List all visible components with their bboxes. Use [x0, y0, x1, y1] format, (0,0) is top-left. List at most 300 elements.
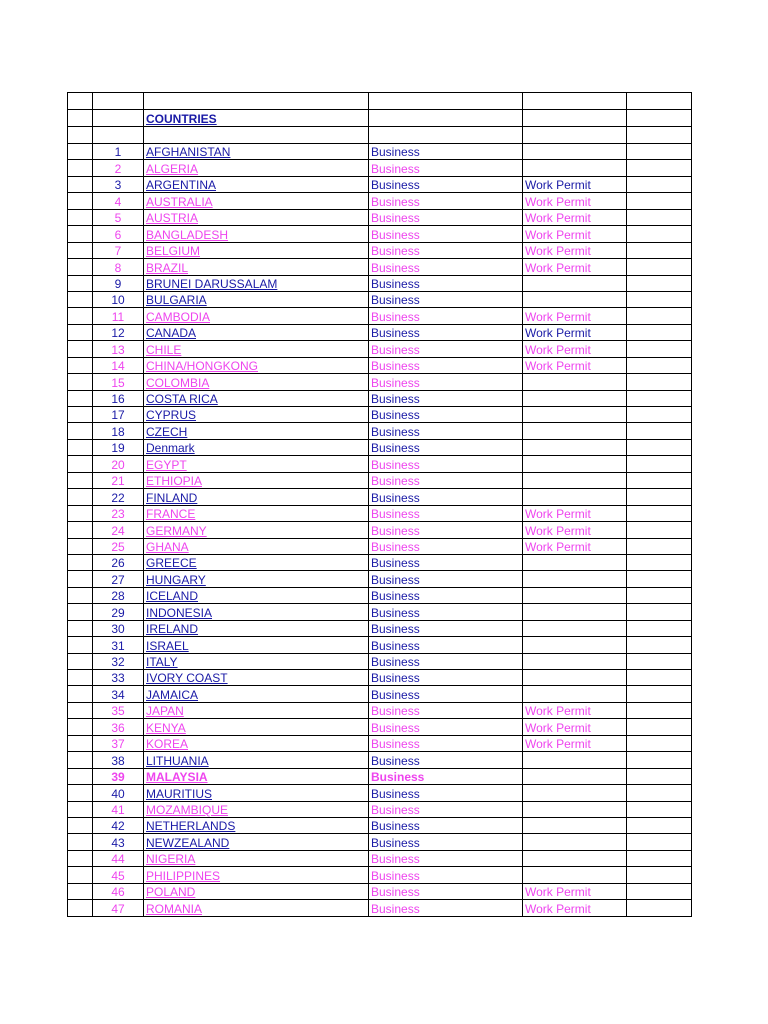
- row-number-cell[interactable]: [93, 719, 144, 735]
- row-blank-cell[interactable]: [68, 867, 93, 883]
- row-blank-cell[interactable]: [68, 357, 93, 373]
- row-extra-cell[interactable]: [627, 653, 692, 669]
- row-extra-cell[interactable]: [627, 752, 692, 768]
- row-extra-cell[interactable]: [627, 423, 692, 439]
- work-permit-cell[interactable]: [523, 242, 627, 258]
- country-link-cell[interactable]: [144, 242, 369, 258]
- cell[interactable]: [627, 110, 692, 127]
- row-extra-cell[interactable]: [627, 554, 692, 570]
- work-permit-cell[interactable]: [523, 275, 627, 291]
- country-link-cell[interactable]: [144, 637, 369, 653]
- work-permit-cell[interactable]: [523, 374, 627, 390]
- work-permit-cell[interactable]: [523, 883, 627, 899]
- work-permit-cell[interactable]: [523, 653, 627, 669]
- row-number-cell[interactable]: [93, 324, 144, 340]
- country-link-cell[interactable]: [144, 341, 369, 357]
- cell[interactable]: [68, 127, 93, 144]
- row-number-cell[interactable]: [93, 817, 144, 833]
- row-extra-cell[interactable]: [627, 587, 692, 603]
- row-blank-cell[interactable]: [68, 193, 93, 209]
- country-link-cell-text[interactable]: PHILIPPINES: [146, 868, 221, 883]
- country-link-cell[interactable]: [144, 752, 369, 768]
- visa-type-cell[interactable]: [369, 407, 523, 423]
- work-permit-cell[interactable]: [523, 686, 627, 702]
- row-blank-cell[interactable]: [68, 489, 93, 505]
- country-link-cell-text[interactable]: FRANCE: [146, 507, 196, 522]
- row-number-cell[interactable]: [93, 883, 144, 899]
- work-permit-cell[interactable]: [523, 407, 627, 423]
- visa-type-cell[interactable]: [369, 472, 523, 488]
- row-extra-cell[interactable]: [627, 209, 692, 225]
- country-link-cell[interactable]: [144, 554, 369, 570]
- row-blank-cell[interactable]: [68, 144, 93, 160]
- row-number-cell[interactable]: [93, 637, 144, 653]
- country-link-cell[interactable]: [144, 176, 369, 192]
- country-link-cell[interactable]: [144, 785, 369, 801]
- country-link-cell-text[interactable]: CANADA: [146, 326, 197, 341]
- row-blank-cell[interactable]: [68, 390, 93, 406]
- country-link-cell[interactable]: [144, 571, 369, 587]
- row-extra-cell[interactable]: [627, 801, 692, 817]
- row-number-cell[interactable]: [93, 785, 144, 801]
- country-link-cell-text[interactable]: FINLAND: [146, 490, 198, 505]
- row-number-cell[interactable]: [93, 620, 144, 636]
- visa-type-cell[interactable]: [369, 571, 523, 587]
- row-extra-cell[interactable]: [627, 637, 692, 653]
- row-blank-cell[interactable]: [68, 785, 93, 801]
- work-permit-cell[interactable]: [523, 587, 627, 603]
- country-link-cell[interactable]: [144, 439, 369, 455]
- country-link-cell[interactable]: [144, 324, 369, 340]
- row-extra-cell[interactable]: [627, 275, 692, 291]
- row-blank-cell[interactable]: [68, 571, 93, 587]
- work-permit-cell[interactable]: [523, 637, 627, 653]
- work-permit-cell[interactable]: [523, 604, 627, 620]
- row-number-cell[interactable]: [93, 209, 144, 225]
- work-permit-cell[interactable]: [523, 785, 627, 801]
- work-permit-cell[interactable]: [523, 439, 627, 455]
- work-permit-cell[interactable]: [523, 554, 627, 570]
- row-blank-cell[interactable]: [68, 538, 93, 554]
- visa-type-cell[interactable]: [369, 702, 523, 718]
- row-extra-cell[interactable]: [627, 850, 692, 866]
- row-number-cell[interactable]: [93, 472, 144, 488]
- work-permit-cell[interactable]: [523, 817, 627, 833]
- visa-type-cell[interactable]: [369, 785, 523, 801]
- country-link-cell[interactable]: [144, 850, 369, 866]
- row-blank-cell[interactable]: [68, 719, 93, 735]
- cell[interactable]: [93, 110, 144, 127]
- country-link-cell-text[interactable]: Denmark: [146, 441, 195, 456]
- work-permit-cell[interactable]: [523, 160, 627, 176]
- row-blank-cell[interactable]: [68, 883, 93, 899]
- country-link-cell-text[interactable]: ARGENTINA: [146, 178, 217, 193]
- row-blank-cell[interactable]: [68, 324, 93, 340]
- work-permit-cell[interactable]: [523, 176, 627, 192]
- work-permit-cell[interactable]: [523, 670, 627, 686]
- row-blank-cell[interactable]: [68, 702, 93, 718]
- row-extra-cell[interactable]: [627, 357, 692, 373]
- row-extra-cell[interactable]: [627, 160, 692, 176]
- row-number-cell[interactable]: [93, 834, 144, 850]
- work-permit-cell[interactable]: [523, 357, 627, 373]
- row-number-cell[interactable]: [93, 752, 144, 768]
- row-number-cell[interactable]: [93, 144, 144, 160]
- work-permit-cell[interactable]: [523, 768, 627, 784]
- cell[interactable]: [369, 93, 523, 110]
- row-blank-cell[interactable]: [68, 620, 93, 636]
- row-extra-cell[interactable]: [627, 522, 692, 538]
- row-extra-cell[interactable]: [627, 620, 692, 636]
- visa-type-cell[interactable]: [369, 670, 523, 686]
- cell[interactable]: [369, 127, 523, 144]
- row-blank-cell[interactable]: [68, 554, 93, 570]
- country-link-cell[interactable]: [144, 620, 369, 636]
- row-number-cell[interactable]: [93, 571, 144, 587]
- row-number-cell[interactable]: [93, 538, 144, 554]
- row-number-cell[interactable]: [93, 505, 144, 521]
- country-link-cell-text[interactable]: LITHUANIA: [146, 753, 209, 768]
- row-extra-cell[interactable]: [627, 472, 692, 488]
- cell[interactable]: [68, 93, 93, 110]
- row-number-cell[interactable]: [93, 702, 144, 718]
- country-link-cell[interactable]: [144, 489, 369, 505]
- row-blank-cell[interactable]: [68, 308, 93, 324]
- row-blank-cell[interactable]: [68, 291, 93, 307]
- country-link-cell-text[interactable]: HUNGARY: [146, 572, 206, 587]
- row-extra-cell[interactable]: [627, 308, 692, 324]
- visa-type-cell[interactable]: [369, 522, 523, 538]
- country-link-cell-text[interactable]: JAMAICA: [146, 687, 199, 702]
- work-permit-cell[interactable]: [523, 209, 627, 225]
- work-permit-cell[interactable]: [523, 291, 627, 307]
- country-link-cell[interactable]: [144, 801, 369, 817]
- country-link-cell[interactable]: [144, 883, 369, 899]
- row-extra-cell[interactable]: [627, 817, 692, 833]
- country-link-cell-text[interactable]: BRUNEI DARUSSALAM: [146, 276, 278, 291]
- country-link-cell-text[interactable]: CYPRUS: [146, 408, 197, 423]
- country-link-cell[interactable]: [144, 374, 369, 390]
- work-permit-cell[interactable]: [523, 259, 627, 275]
- cell[interactable]: [93, 93, 144, 110]
- country-link-cell[interactable]: [144, 275, 369, 291]
- visa-type-cell[interactable]: [369, 423, 523, 439]
- row-number-cell[interactable]: [93, 308, 144, 324]
- cell[interactable]: [523, 93, 627, 110]
- row-number-cell[interactable]: [93, 176, 144, 192]
- row-number-cell[interactable]: [93, 587, 144, 603]
- country-link-cell-text[interactable]: MOZAMBIQUE: [146, 802, 229, 817]
- visa-type-cell[interactable]: [369, 554, 523, 570]
- row-blank-cell[interactable]: [68, 407, 93, 423]
- visa-type-cell[interactable]: [369, 834, 523, 850]
- country-link-cell[interactable]: [144, 423, 369, 439]
- country-link-cell[interactable]: [144, 538, 369, 554]
- row-extra-cell[interactable]: [627, 686, 692, 702]
- visa-type-cell[interactable]: [369, 357, 523, 373]
- work-permit-cell[interactable]: [523, 752, 627, 768]
- work-permit-cell[interactable]: [523, 308, 627, 324]
- cell[interactable]: [523, 110, 627, 127]
- row-extra-cell[interactable]: [627, 291, 692, 307]
- country-link-cell-text[interactable]: ICELAND: [146, 589, 199, 604]
- work-permit-cell[interactable]: [523, 193, 627, 209]
- country-link-cell-text[interactable]: IVORY COAST: [146, 671, 228, 686]
- work-permit-cell[interactable]: [523, 850, 627, 866]
- cell[interactable]: [144, 127, 369, 144]
- row-extra-cell[interactable]: [627, 883, 692, 899]
- country-link-cell[interactable]: [144, 768, 369, 784]
- country-link-cell[interactable]: [144, 259, 369, 275]
- country-link-cell[interactable]: [144, 357, 369, 373]
- country-link-cell-text[interactable]: KOREA: [146, 737, 189, 752]
- row-number-cell[interactable]: [93, 686, 144, 702]
- row-blank-cell[interactable]: [68, 341, 93, 357]
- country-link-cell-text[interactable]: NEWZEALAND: [146, 835, 230, 850]
- row-blank-cell[interactable]: [68, 653, 93, 669]
- row-blank-cell[interactable]: [68, 637, 93, 653]
- row-number-cell[interactable]: [93, 735, 144, 751]
- visa-type-cell[interactable]: [369, 637, 523, 653]
- row-extra-cell[interactable]: [627, 456, 692, 472]
- visa-type-cell[interactable]: [369, 144, 523, 160]
- country-link-cell[interactable]: [144, 653, 369, 669]
- country-link-cell-text[interactable]: NIGERIA: [146, 852, 196, 867]
- visa-type-cell[interactable]: [369, 867, 523, 883]
- row-blank-cell[interactable]: [68, 686, 93, 702]
- row-extra-cell[interactable]: [627, 489, 692, 505]
- row-extra-cell[interactable]: [627, 834, 692, 850]
- country-link-cell-text[interactable]: POLAND: [146, 885, 196, 900]
- visa-type-cell[interactable]: [369, 160, 523, 176]
- country-link-cell-text[interactable]: AFGHANISTAN: [146, 145, 231, 160]
- country-link-cell-text[interactable]: ROMANIA: [146, 901, 203, 916]
- row-extra-cell[interactable]: [627, 242, 692, 258]
- work-permit-cell[interactable]: [523, 719, 627, 735]
- row-extra-cell[interactable]: [627, 735, 692, 751]
- country-link-cell[interactable]: [144, 834, 369, 850]
- visa-type-cell[interactable]: [369, 752, 523, 768]
- row-blank-cell[interactable]: [68, 735, 93, 751]
- row-number-cell[interactable]: [93, 341, 144, 357]
- row-blank-cell[interactable]: [68, 259, 93, 275]
- country-link-cell-text[interactable]: CHINA/HONGKONG: [146, 359, 259, 374]
- visa-type-cell[interactable]: [369, 850, 523, 866]
- country-link-cell[interactable]: [144, 719, 369, 735]
- visa-type-cell[interactable]: [369, 242, 523, 258]
- work-permit-cell[interactable]: [523, 423, 627, 439]
- row-blank-cell[interactable]: [68, 817, 93, 833]
- country-link-cell[interactable]: [144, 522, 369, 538]
- cell[interactable]: [93, 127, 144, 144]
- row-extra-cell[interactable]: [627, 505, 692, 521]
- visa-type-cell[interactable]: [369, 587, 523, 603]
- row-number-cell[interactable]: [93, 160, 144, 176]
- visa-type-cell[interactable]: [369, 489, 523, 505]
- row-extra-cell[interactable]: [627, 226, 692, 242]
- country-link-cell-text[interactable]: INDONESIA: [146, 605, 213, 620]
- row-number-cell[interactable]: [93, 522, 144, 538]
- row-number-cell[interactable]: [93, 456, 144, 472]
- row-number-cell[interactable]: [93, 291, 144, 307]
- cell[interactable]: [68, 110, 93, 127]
- work-permit-cell[interactable]: [523, 324, 627, 340]
- work-permit-cell[interactable]: [523, 341, 627, 357]
- row-extra-cell[interactable]: [627, 407, 692, 423]
- visa-type-cell[interactable]: [369, 176, 523, 192]
- country-link-cell[interactable]: [144, 160, 369, 176]
- row-number-cell[interactable]: [93, 423, 144, 439]
- country-link-cell[interactable]: [144, 505, 369, 521]
- row-extra-cell[interactable]: [627, 439, 692, 455]
- row-extra-cell[interactable]: [627, 900, 692, 916]
- row-number-cell[interactable]: [93, 390, 144, 406]
- row-number-cell[interactable]: [93, 900, 144, 916]
- work-permit-cell[interactable]: [523, 801, 627, 817]
- row-extra-cell[interactable]: [627, 867, 692, 883]
- country-link-cell[interactable]: [144, 308, 369, 324]
- row-extra-cell[interactable]: [627, 341, 692, 357]
- visa-type-cell[interactable]: [369, 620, 523, 636]
- row-number-cell[interactable]: [93, 439, 144, 455]
- country-link-cell[interactable]: [144, 226, 369, 242]
- visa-type-cell[interactable]: [369, 308, 523, 324]
- row-extra-cell[interactable]: [627, 702, 692, 718]
- visa-type-cell[interactable]: [369, 719, 523, 735]
- row-blank-cell[interactable]: [68, 604, 93, 620]
- row-extra-cell[interactable]: [627, 538, 692, 554]
- visa-type-cell[interactable]: [369, 883, 523, 899]
- visa-type-cell[interactable]: [369, 275, 523, 291]
- work-permit-cell[interactable]: [523, 620, 627, 636]
- cell[interactable]: [144, 93, 369, 110]
- country-link-cell[interactable]: [144, 670, 369, 686]
- visa-type-cell[interactable]: [369, 735, 523, 751]
- country-link-cell-text[interactable]: NETHERLANDS: [146, 819, 236, 834]
- row-blank-cell[interactable]: [68, 176, 93, 192]
- country-link-cell[interactable]: [144, 900, 369, 916]
- country-link-cell-text[interactable]: CHILE: [146, 342, 182, 357]
- row-extra-cell[interactable]: [627, 193, 692, 209]
- visa-type-cell[interactable]: [369, 456, 523, 472]
- country-link-cell-text[interactable]: BULGARIA: [146, 293, 207, 308]
- row-blank-cell[interactable]: [68, 505, 93, 521]
- work-permit-cell[interactable]: [523, 390, 627, 406]
- row-blank-cell[interactable]: [68, 423, 93, 439]
- row-number-cell[interactable]: [93, 850, 144, 866]
- row-number-cell[interactable]: [93, 275, 144, 291]
- work-permit-cell[interactable]: [523, 834, 627, 850]
- visa-type-cell[interactable]: [369, 374, 523, 390]
- row-number-cell[interactable]: [93, 670, 144, 686]
- visa-type-cell[interactable]: [369, 226, 523, 242]
- row-blank-cell[interactable]: [68, 374, 93, 390]
- visa-type-cell[interactable]: [369, 291, 523, 307]
- country-link-cell-text[interactable]: IRELAND: [146, 622, 199, 637]
- row-number-cell[interactable]: [93, 604, 144, 620]
- row-blank-cell[interactable]: [68, 275, 93, 291]
- country-link-cell[interactable]: [144, 193, 369, 209]
- work-permit-cell[interactable]: [523, 735, 627, 751]
- country-link-cell-text[interactable]: ETHIOPIA: [146, 474, 203, 489]
- cell[interactable]: [523, 127, 627, 144]
- row-number-cell[interactable]: [93, 242, 144, 258]
- row-extra-cell[interactable]: [627, 324, 692, 340]
- row-number-cell[interactable]: [93, 768, 144, 784]
- country-link-cell-text[interactable]: JAPAN: [146, 704, 184, 719]
- country-link-cell[interactable]: [144, 291, 369, 307]
- row-blank-cell[interactable]: [68, 900, 93, 916]
- country-link-cell-text[interactable]: COLOMBIA: [146, 375, 210, 390]
- country-link-cell[interactable]: [144, 472, 369, 488]
- row-number-cell[interactable]: [93, 407, 144, 423]
- row-number-cell[interactable]: [93, 226, 144, 242]
- work-permit-cell[interactable]: [523, 489, 627, 505]
- country-link-cell[interactable]: [144, 867, 369, 883]
- visa-type-cell[interactable]: [369, 686, 523, 702]
- country-link-cell[interactable]: [144, 702, 369, 718]
- country-link-cell[interactable]: [144, 817, 369, 833]
- country-link-cell-text[interactable]: GHANA: [146, 539, 189, 554]
- row-blank-cell[interactable]: [68, 752, 93, 768]
- row-extra-cell[interactable]: [627, 144, 692, 160]
- work-permit-cell[interactable]: [523, 900, 627, 916]
- visa-type-cell[interactable]: [369, 390, 523, 406]
- visa-type-cell[interactable]: [369, 900, 523, 916]
- row-blank-cell[interactable]: [68, 834, 93, 850]
- country-link-cell-text[interactable]: AUSTRIA: [146, 211, 199, 226]
- visa-type-cell[interactable]: [369, 768, 523, 784]
- row-blank-cell[interactable]: [68, 850, 93, 866]
- row-number-cell[interactable]: [93, 374, 144, 390]
- row-blank-cell[interactable]: [68, 226, 93, 242]
- row-blank-cell[interactable]: [68, 472, 93, 488]
- country-link-cell-text[interactable]: ISRAEL: [146, 638, 189, 653]
- row-number-cell[interactable]: [93, 653, 144, 669]
- visa-type-cell[interactable]: [369, 209, 523, 225]
- row-blank-cell[interactable]: [68, 522, 93, 538]
- country-link-cell-text[interactable]: GREECE: [146, 556, 197, 571]
- country-link-cell[interactable]: [144, 209, 369, 225]
- country-link-cell-text[interactable]: CAMBODIA: [146, 309, 211, 324]
- visa-type-cell[interactable]: [369, 817, 523, 833]
- row-number-cell[interactable]: [93, 193, 144, 209]
- row-number-cell[interactable]: [93, 357, 144, 373]
- row-number-cell[interactable]: [93, 554, 144, 570]
- work-permit-cell[interactable]: [523, 538, 627, 554]
- country-link-cell-text[interactable]: BRAZIL: [146, 260, 189, 275]
- country-link-cell[interactable]: [144, 390, 369, 406]
- row-extra-cell[interactable]: [627, 670, 692, 686]
- row-blank-cell[interactable]: [68, 439, 93, 455]
- country-link-cell[interactable]: [144, 144, 369, 160]
- visa-type-cell[interactable]: [369, 193, 523, 209]
- row-extra-cell[interactable]: [627, 390, 692, 406]
- row-extra-cell[interactable]: [627, 259, 692, 275]
- country-link-cell-text[interactable]: GERMANY: [146, 523, 207, 538]
- row-blank-cell[interactable]: [68, 587, 93, 603]
- row-extra-cell[interactable]: [627, 768, 692, 784]
- cell[interactable]: [627, 93, 692, 110]
- work-permit-cell[interactable]: [523, 226, 627, 242]
- work-permit-cell[interactable]: [523, 702, 627, 718]
- work-permit-cell[interactable]: [523, 571, 627, 587]
- country-link-cell-text[interactable]: ALGERIA: [146, 161, 199, 176]
- country-link-cell-text[interactable]: AUSTRALIA: [146, 194, 213, 209]
- country-link-cell-text[interactable]: ITALY: [146, 655, 178, 669]
- row-blank-cell[interactable]: [68, 242, 93, 258]
- visa-type-cell[interactable]: [369, 653, 523, 669]
